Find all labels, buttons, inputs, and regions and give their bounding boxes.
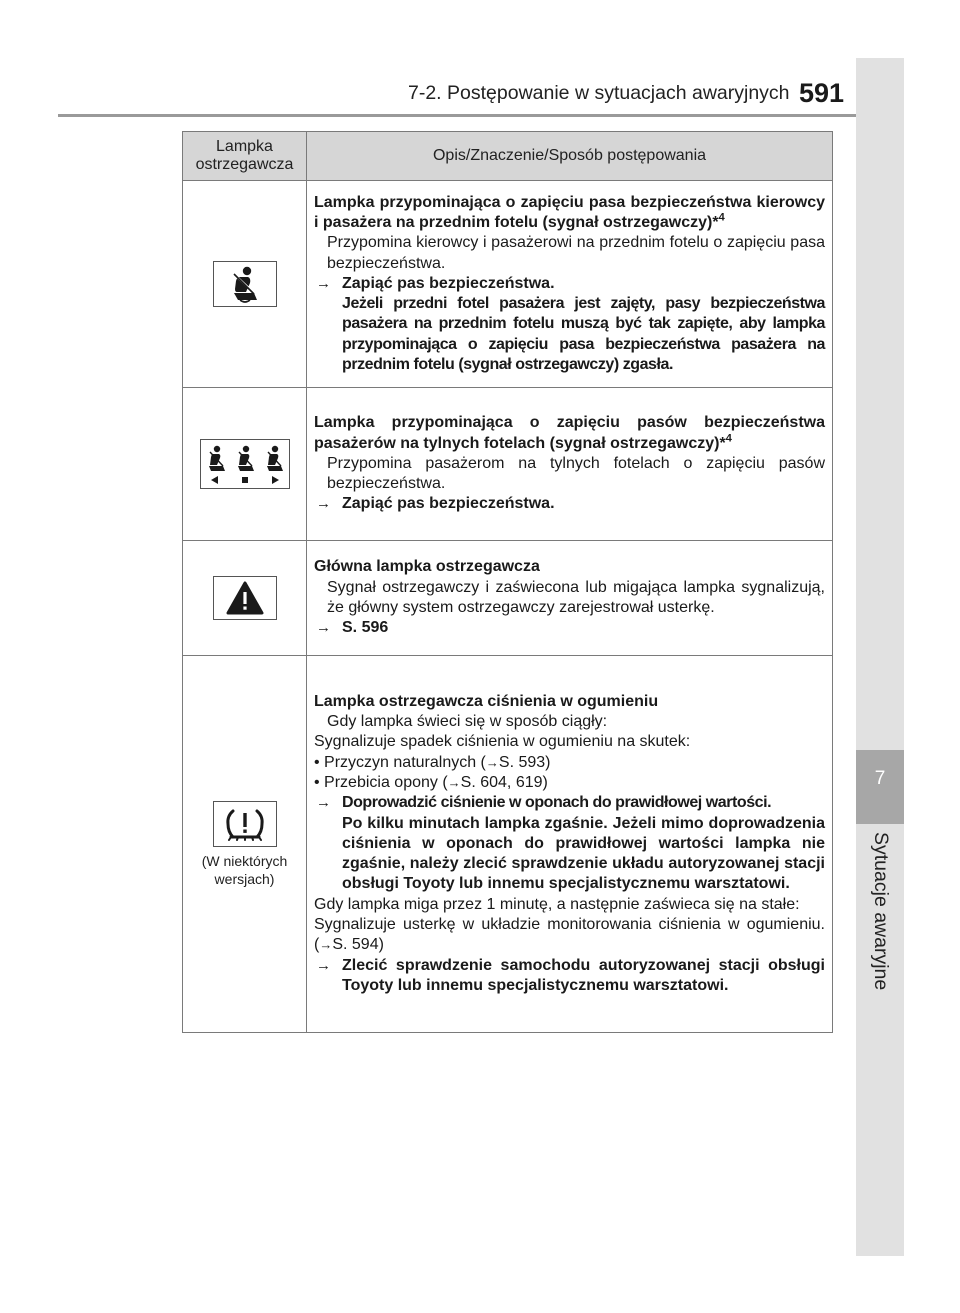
col-header-lamp (183, 132, 307, 181)
bullet-item (314, 773, 825, 793)
table-row (183, 541, 833, 656)
footnote-mark: 4 (718, 211, 725, 224)
description-cell (307, 541, 833, 656)
table-header-row (183, 132, 833, 181)
description-cell (307, 181, 833, 388)
master-warning-icon (213, 576, 277, 620)
chapter-label: Sytuacje awaryjne (870, 832, 892, 991)
icon-cell (183, 656, 307, 1033)
row-title: Główna lampka ostrzegawcza (314, 558, 540, 576)
arrow-right-icon: → (319, 937, 333, 953)
row-note: Jeżeli przedni fotel pasażera jest zajęty, pasy bezpieczeństwa pasażera na przednim fotelu muszą być tak zapięte, aby lampka przypominająca o zapięciu pasa bezpieczeństwa pasażera na przednim fotelu (sygnał ostrzegawczy) zgasła. (342, 295, 825, 374)
action-text: Zapiąć pas bezpieczeństwa. (342, 495, 555, 513)
arrow-right-icon: → (485, 754, 499, 770)
description-cell (307, 656, 833, 1033)
seatbelt-rear-passengers-icon (200, 439, 290, 489)
steady-heading: Gdy lampka świeci się w sposób ciągły: (327, 713, 608, 731)
page-reference: S. 593) (498, 753, 551, 771)
page-reference: S. 604, 619) (460, 773, 548, 791)
section-title: 7-2. Postępowanie w sytuacjach awaryjnych (408, 82, 790, 104)
action-text: Zlecić sprawdzenie samochodu autoryzowanej stacji obsługi Toyoty lub innemu specjalistycznemu warsztatowi. (342, 956, 825, 994)
col-header-lamp-line2: ostrzegawcza (195, 156, 294, 173)
icon-cell (183, 541, 307, 656)
col-header-lamp-line1: Lampka (216, 138, 273, 155)
description-cell (307, 388, 833, 541)
icon-cell (183, 388, 307, 541)
action-text: Zapiąć pas bezpieczeństwa. (342, 274, 555, 292)
arrow-right-icon: → (316, 794, 331, 812)
table-row (183, 181, 833, 388)
table-row (183, 388, 833, 541)
row-title-text: Lampka przypominająca o zapięciu pasów bezpieczeństwa pasażerów na tylnych fotelach (sygnał ostrzegawczy)* (314, 414, 825, 452)
header-divider (58, 114, 856, 117)
action-line (314, 274, 825, 294)
row-title (314, 193, 825, 234)
arrow-right-icon: → (316, 619, 331, 637)
row-text: Przypomina pasażerom na tylnych fotelach o zapięciu pasów bezpieczeństwa. (327, 454, 825, 493)
col-header-description: Opis/Znaczenie/Sposób postępowania (307, 132, 833, 181)
arrow-right-icon: → (316, 495, 331, 513)
row-text: Sygnał ostrzegawczy i zaświecona lub migająca lampka sygnalizują, że główny system ostrzegawczy zarejestrował usterkę. (327, 578, 825, 616)
warning-lights-table (182, 131, 833, 1033)
row-title: Lampka ostrzegawcza ciśnienia w ogumieniu (314, 692, 659, 710)
tire-pressure-warning-icon (213, 801, 277, 847)
row-title-text: Lampka przypominająca o zapięciu pasa bezpieczeństwa kierowcy i pasażera na przednim fotelu (sygnał ostrzegawczy)* (314, 193, 825, 231)
page-number: 591 (799, 78, 845, 108)
blink-heading: Gdy lampka miga przez 1 minutę, a następnie zaświeca się na stałe: (314, 895, 800, 913)
bullet-text: • Przyczyn naturalnych ( (314, 753, 486, 771)
action-line (314, 494, 825, 514)
bullet-text: • Przebicia opony ( (314, 773, 448, 791)
table-row (183, 656, 833, 1033)
action-note: Po kilku minutach lampka zgaśnie. Jeżeli mimo doprowadzenia ciśnienia w oponach do prawidłowej wartości lampka nie zgaśnie, należy zlecić sprawdzenie układu autoryzowanej stacji obsługi Toyoty lub innemu specjalistycznemu warsztatowi. (342, 814, 825, 893)
page-reference: S. 594) (332, 936, 384, 954)
action-line (314, 618, 825, 638)
action-text: Doprowadzić ciśnienie w oponach do prawidłowej wartości. (342, 794, 772, 812)
chapter-number: 7 (874, 768, 886, 789)
row-title (314, 413, 825, 454)
page-reference: S. 596 (342, 619, 389, 637)
icon-caption: (W niektórych wersjach) (201, 852, 288, 887)
seatbelt-front-passenger-icon (213, 261, 277, 307)
bullet-item (314, 753, 825, 773)
blink-cause (314, 915, 825, 956)
row-text: Przypomina kierowcy i pasażerowi na przednim fotelu o zapięciu pasa bezpieczeństwa. (327, 234, 825, 272)
action-line (314, 956, 825, 997)
arrow-right-icon: → (316, 956, 331, 974)
arrow-right-icon: → (316, 274, 331, 292)
footnote-mark: 4 (725, 432, 732, 445)
action-line (314, 793, 825, 813)
arrow-right-icon: → (447, 774, 461, 790)
blink-cause-text: Sygnalizuje usterkę w układzie monitorowania ciśnienia w ogumieniu. ( (314, 916, 825, 954)
chapter-side-strip (856, 58, 904, 1256)
icon-cell (183, 181, 307, 388)
steady-cause: Sygnalizuje spadek ciśnienia w ogumieniu na skutek: (314, 733, 691, 751)
